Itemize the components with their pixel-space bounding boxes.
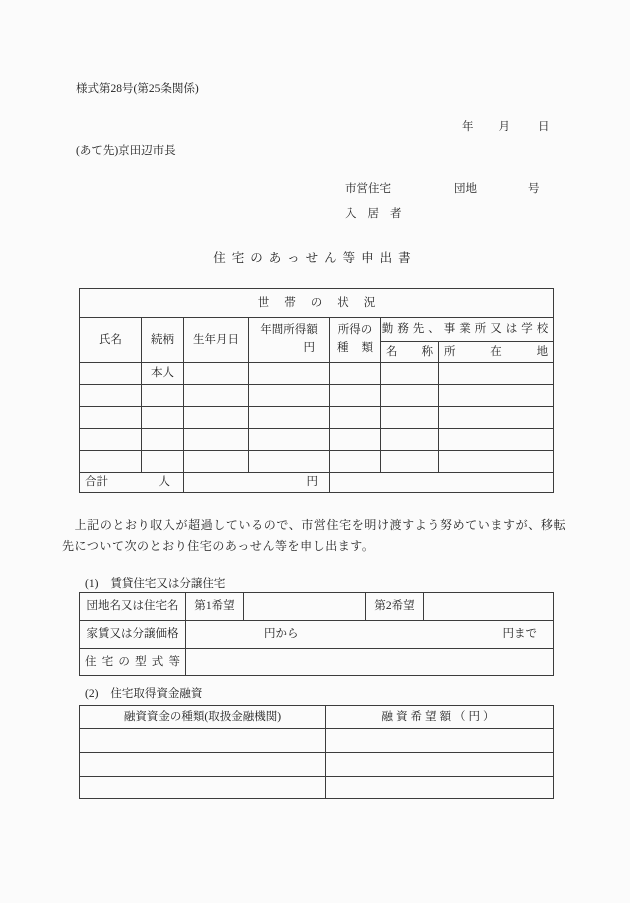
household-table-caption: 世帯の状況 [80,289,554,318]
resident-label: 入居者 [345,208,413,220]
section2-heading [85,687,202,701]
total-income-cell: 円 [184,473,330,493]
workplace-name-field [381,363,439,385]
applicant-housing-line [345,182,540,196]
household-row [80,451,554,473]
col-header-annual-income: 年間所得額 円 [249,318,330,363]
year-label: 年 [462,121,474,133]
loan-table [79,705,554,799]
form-title: 住宅のあっせん等申出書 [213,251,417,265]
price-range-field [186,621,554,649]
yen-from-label: 円から [264,628,299,641]
section2-number: (2) [85,688,99,700]
first-choice-field [244,593,366,621]
loan-type-field [80,777,326,799]
day-label: 日 [538,121,550,133]
col-header-workplace-address: 所在地 [439,342,554,363]
loan-row [80,729,554,753]
rental-housing-table [79,592,554,676]
form-number: 様式第28号(第25条関係) [76,83,199,95]
municipal-housing-label: 市営住宅 [345,183,391,195]
loan-amount-field [326,753,554,777]
total-person-unit: 人 [158,476,170,489]
first-choice-label: 第1希望 [186,593,244,621]
loan-type-field [80,729,326,753]
section1-heading [85,577,225,591]
loan-amount-header: 融資希望額（円） [326,706,554,729]
col-header-name: 氏名 [80,318,142,363]
total-empty-cell [330,473,554,493]
household-status-table [79,288,554,493]
yen-to-label: 円まで [502,628,537,641]
housing-type-label: 住宅の型式等 [80,649,186,676]
col-header-relation: 続柄 [142,318,184,363]
body-paragraph: 上記のとおり収入が超過しているので、市営住宅を明け渡すよう努めていますが、移転先について次のとおり住宅のあっせん等を申し出ます。 [62,518,566,553]
housing-type-field [186,649,554,676]
household-row [80,429,554,451]
loan-row [80,777,554,799]
loan-row [80,753,554,777]
col-header-birthdate: 生年月日 [184,318,249,363]
household-row [80,407,554,429]
rent-price-label: 家賃又は分譲価格 [80,621,186,649]
relation-self-cell: 本人 [142,363,184,385]
second-choice-field [424,593,554,621]
loan-type-field [80,753,326,777]
income-field [249,363,330,385]
col-header-workplace-name: 名称 [381,342,439,363]
household-row [80,385,554,407]
section2-title: 住宅取得資金融資 [110,688,203,700]
issue-date-line [462,120,550,134]
section1-number: (1) [85,578,99,590]
addressee: (あて先)京田辺市長 [76,145,176,157]
second-choice-label: 第2希望 [366,593,424,621]
name-field [80,363,142,385]
total-row-label-cell [80,473,184,493]
income-unit-label: 円 [303,342,315,354]
total-label: 合計 [85,476,108,489]
col-header-income-type: 所得の 種類 [330,318,381,363]
loan-amount-field [326,729,554,753]
household-row [80,363,554,385]
income-type-field [330,363,381,385]
loan-type-header: 融資資金の種類(取扱金融機関) [80,706,326,729]
col-header-workplace: 勤務先、事業所又は学校 [381,318,554,342]
birthdate-field [184,363,249,385]
estate-name-label: 団地名又は住宅名 [80,593,186,621]
danchi-label: 団地 [454,183,477,195]
workplace-address-field [439,363,554,385]
month-label: 月 [498,121,510,133]
unit-number-label: 号 [528,183,540,195]
section1-title: 賃貸住宅又は分譲住宅 [110,578,226,590]
loan-amount-field [326,777,554,799]
